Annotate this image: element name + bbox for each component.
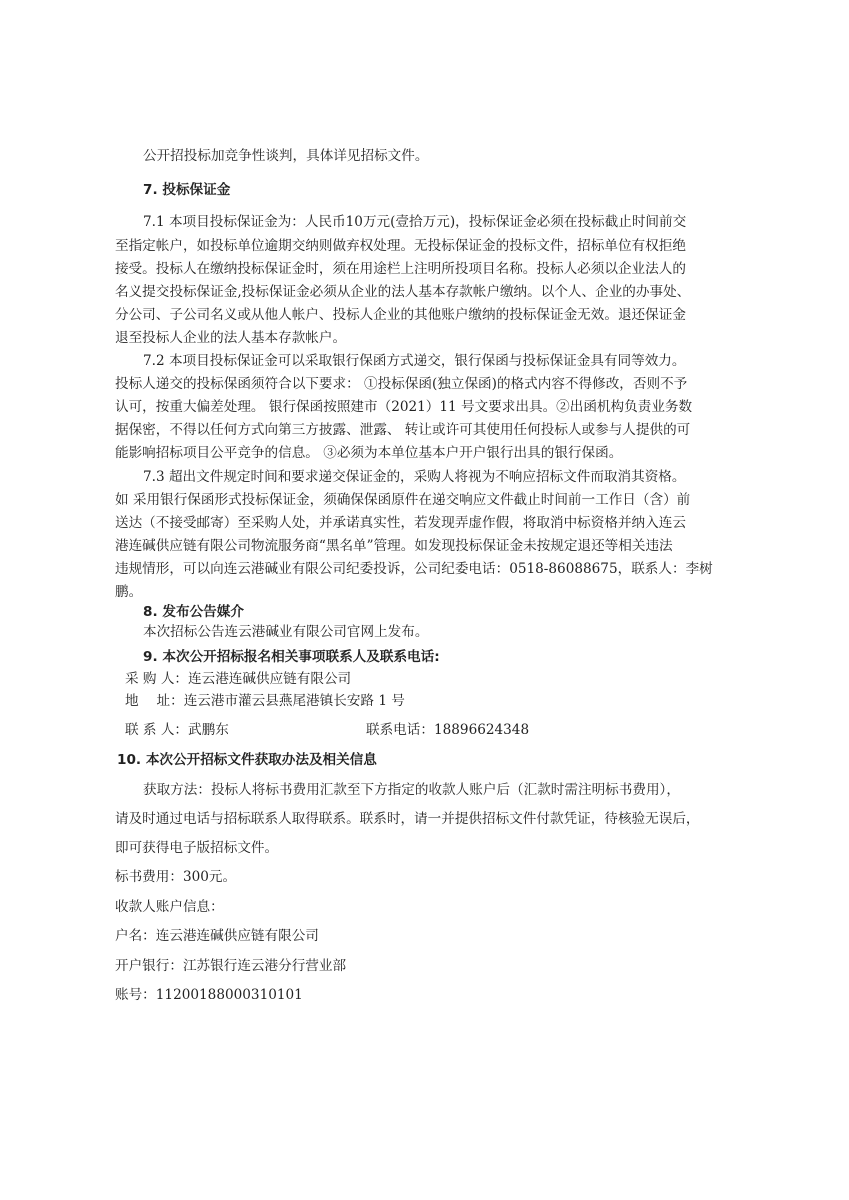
s7-p2-line: 认可，按重大偏差处理。 银行保函按照建市（2021）11 号文要求出具。②出函机构负责业务数 (115, 399, 693, 415)
contact-phone: 联系电话：18896624348 (366, 722, 530, 738)
s7-p1-line: 至指定帐户，如投标单位逾期交纳则做弃权处理。无投标保证金的投标文件，招标单位有权拒绝 (115, 238, 686, 254)
s7-p3-line: 违规情形，可以向连云港碱业有限公司纪委投诉，公司纪委电话：0518-86088675，联系人：李树 (115, 561, 713, 577)
s10-para-line: 请及时通过电话与招标联系人取得联系。联系时，请一并提供招标文件付款凭证，待核验无误后， (115, 811, 700, 827)
s7-p3-line: 港连碱供应链有限公司物流服务商“黑名单”管理。如发现投标保证金未按规定退还等相关违法 (115, 538, 673, 554)
s10-para-line: 即可获得电子版招标文件。 (115, 840, 279, 856)
intro-text: 公开招投标加竞争性谈判，具体详见招标文件。 (143, 148, 429, 164)
bank-line: 开户银行：江苏银行连云港分行营业部 (115, 958, 347, 974)
section-10-heading: 10. 本次公开招标文件获取办法及相关信息 (117, 752, 377, 768)
s7-p1-line: 名义提交投标保证金,投标保证金必须从企业的法人基本存款帐户缴纳。以个人、企业的办事处、 (115, 284, 691, 300)
buyer-line: 采 购 人：连云港连碱供应链有限公司 (125, 671, 352, 687)
s7-p3-line: 如 采用银行保函形式投标保证金，须确保保函原件在递交响应文件截止时间前一工作日（含）前 (115, 492, 691, 508)
s7-p2-line: 能影响招标项目公平竞争的信息。 ③必须为本单位基本户开户银行出具的银行保函。 (115, 445, 623, 461)
s7-p1-line: 7.1 本项目投标保证金为：人民币10万元(壹拾万元)，投标保证金必须在投标截止时间前交 (143, 214, 687, 230)
s7-p1-line: 接受。投标人在缴纳投标保证金时，须在用途栏上注明所投项目名称。投标人必须以企业法人的 (115, 261, 686, 277)
section-9-heading: 9. 本次公开招标报名相关事项联系人及联系电话: (143, 649, 440, 665)
s7-p2-line: 投标人递交的投标保函须符合以下要求： ①投标保函(独立保函)的格式内容不得修改，否则不予 (115, 376, 688, 392)
account-name-line: 户名：连云港连碱供应链有限公司 (115, 928, 319, 944)
s7-p3-line: 鹏。 (115, 584, 143, 600)
account-number-line: 账号：11200188000310101 (115, 987, 303, 1003)
s7-p1-line: 退至投标人企业的法人基本存款帐户。 (115, 330, 347, 346)
s10-para-line: 获取方法：投标人将标书费用汇款至下方指定的收款人账户后（汇款时需注明标书费用）， (143, 782, 680, 798)
s7-p2-line: 据保密，不得以任何方式向第三方披露、泄露、 转让或许可其使用任何投标人或参与人提供的可 (115, 422, 691, 438)
s7-p3-line: 7.3 超出文件规定时间和要求递交保证金的，采购人将视为不响应招标文件而取消其资格。 (143, 469, 686, 485)
payee-heading: 收款人账户信息： (115, 899, 224, 915)
s7-p2-line: 7.2 本项目投标保证金可以采取银行保函方式递交，银行保函与投标保证金具有同等效力。 (143, 353, 686, 369)
address-line: 地 址：连云港市灌云县燕尾港镇长安路 1 号 (125, 693, 405, 709)
section-7-heading: 7. 投标保证金 (143, 182, 231, 198)
contact-person: 联 系 人：武鹏东 (125, 722, 229, 738)
fee-line: 标书费用：300元。 (115, 869, 237, 885)
s7-p3-line: 送达（不接受邮寄）至采购人处，并承诺真实性，若发现弄虚作假，将取消中标资格并纳入连云 (115, 515, 686, 531)
s8-text: 本次招标公告连云港碱业有限公司官网上发布。 (143, 624, 429, 640)
section-8-heading: 8. 发布公告媒介 (143, 604, 244, 620)
s7-p1-line: 分公司、子公司名义或从他人帐户、投标人企业的其他账户缴纳的投标保证金无效。退还保证金 (115, 307, 686, 323)
